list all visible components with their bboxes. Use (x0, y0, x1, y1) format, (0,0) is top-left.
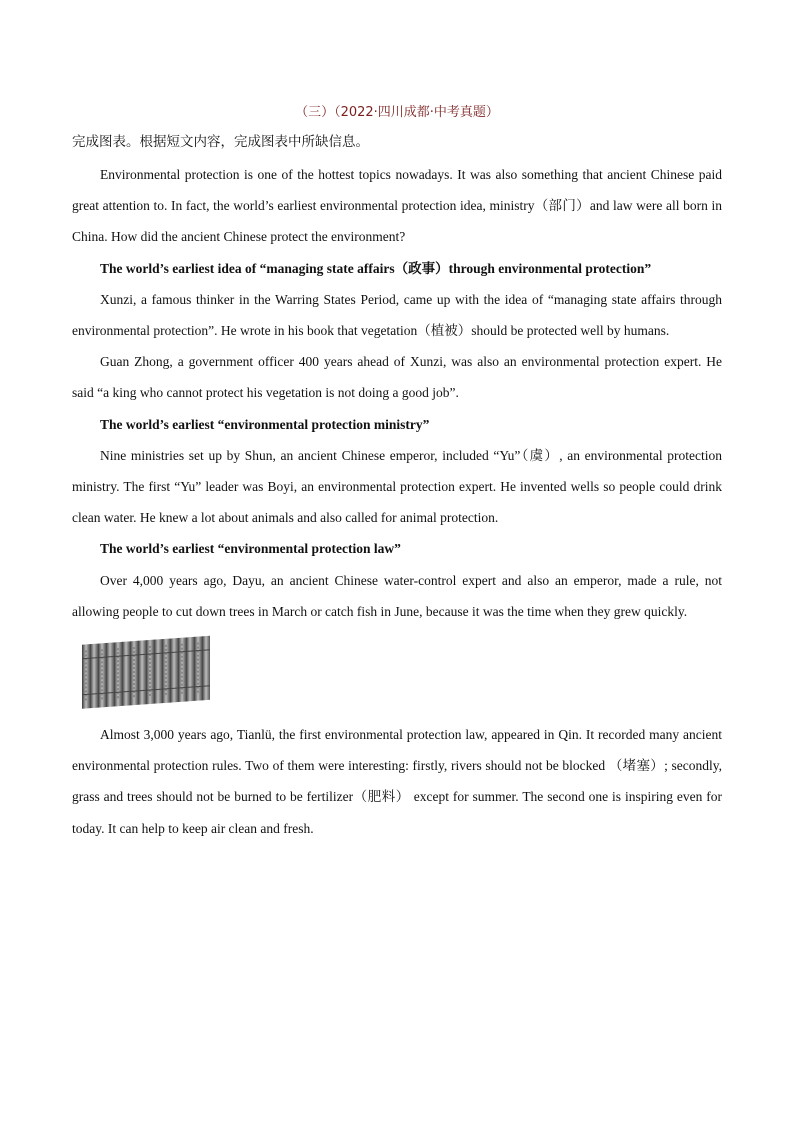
paragraph-guan-zhong: Guan Zhong, a government officer 400 years ahead of Xunzi, was also an environmental protection expert. He said “a king who cannot protect his vegetation is not doing a good job”. (72, 354, 722, 401)
paragraph-shun: Nine ministries set up by Shun, an ancient Chinese emperor, included “Yu”（虞）, an environmental protection ministry. The first “Yu” leader was Boyi, an environmental protection expert. He invented wells so people could drink clean water. He knew a lot about animals and also called for animal protection. (72, 447, 722, 526)
bamboo-scroll-image (78, 631, 218, 713)
paragraph-tianlu: Almost 3,000 years ago, Tianlü, the first environmental protection law, appeared in Qin. It recorded many ancient environmental protection rules. Two of them were interesting: firstly, rivers should not be blocked （堵塞）; secondly, grass and trees should not be burned to be fertilizer（肥料） except for summer. The second one is inspiring even for today. It can help to keep air clean and fresh. (72, 727, 722, 836)
page-title: （三）（2022·四川成都·中考真题） (295, 105, 499, 120)
paragraph-xunzi: Xunzi, a famous thinker in the Warring States Period, came up with the idea of “managing state affairs through environmental protection”. He wrote in his book that vegetation（植被）should be protected well by humans. (72, 291, 722, 339)
passage-intro: Environmental protection is one of the hottest topics nowadays. It was also something that ancient Chinese paid great attention to. In fact, the world’s earliest environmental protection idea, ministry（部门）and law were all born in China. How did the ancient Chinese protect the environment? (72, 167, 722, 245)
section-heading-law: The world’s earliest “environmental protection law” (100, 541, 401, 557)
section-heading-ministry: The world’s earliest “environmental protection ministry” (100, 416, 430, 432)
section-heading-idea: The world’s earliest idea of “managing state affairs（政事）through environmental protection” (100, 260, 652, 276)
paragraph-dayu: Over 4,000 years ago, Dayu, an ancient Chinese water-control expert and also an emperor, made a rule, not allowing people to cut down trees in March or catch fish in June, because it was the time when they grew quickly. (72, 572, 722, 619)
task-instruction: 完成图表。根据短文内容，完成图表中所缺信息。 (72, 134, 369, 150)
passage (72, 159, 722, 844)
